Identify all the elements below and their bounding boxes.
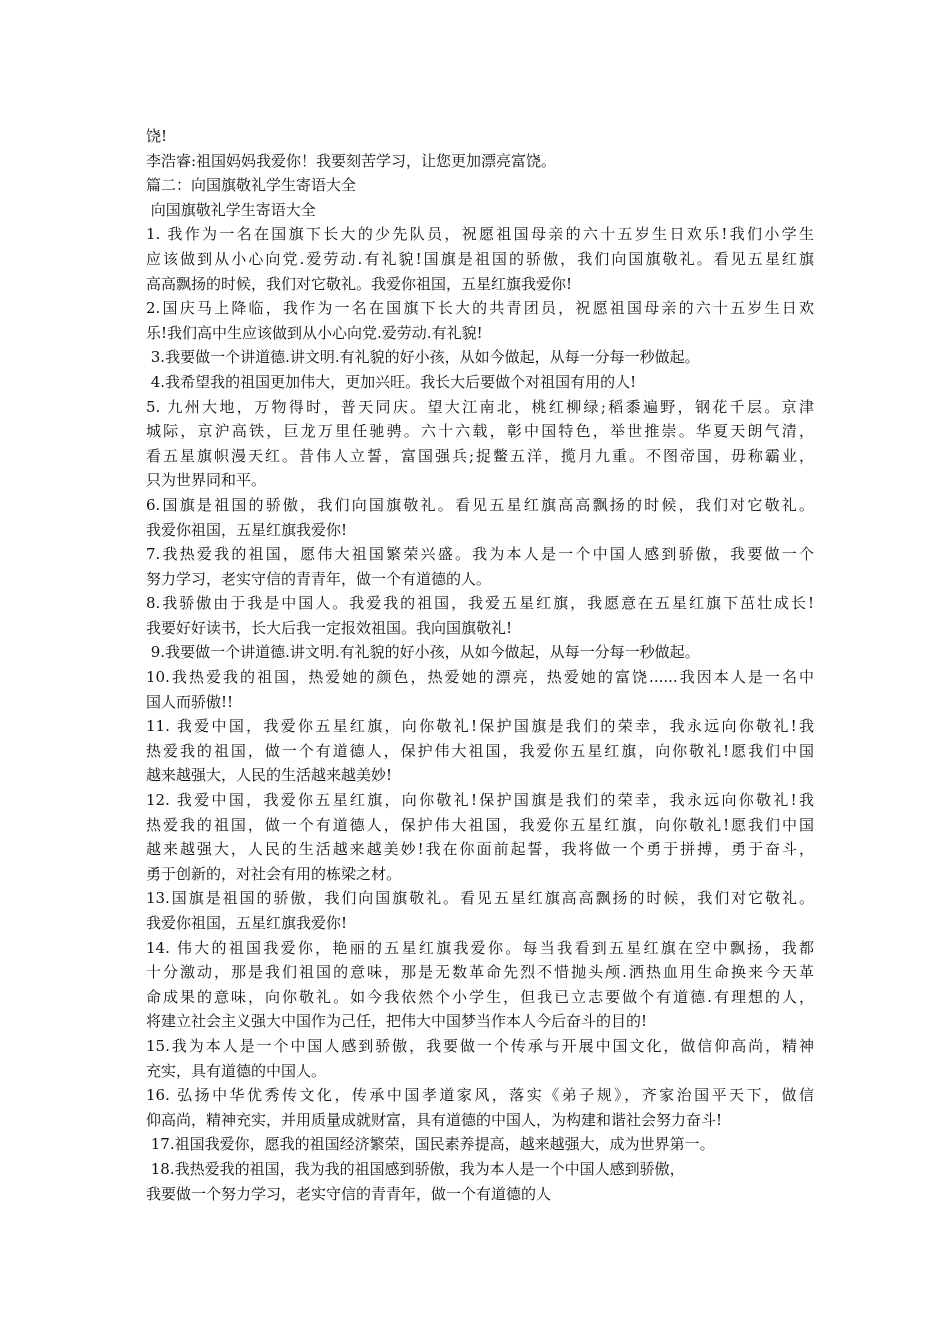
section-heading: 篇二：向国旗敬礼学生寄语大全 — [146, 176, 357, 195]
text-line: 12. 我爱中国，我爱你五星红旗，向你敬礼!保护国旗是我们的荣幸，我永远向你敬礼!我 — [146, 791, 814, 810]
text-line: 2.国庆马上降临，我作为一名在国旗下长大的共青团员，祝愿祖国母亲的六十五岁生日欢 — [146, 299, 814, 318]
text-line: 17.祖国我爱你，愿我的祖国经济繁荣，国民素养提高，越来越强大，成为世界第一。 — [146, 1135, 715, 1154]
text-line: 越来越强大，人民的生活越来越美妙!我在你面前起誓，我将做一个勇于拼搏，勇于奋斗， — [146, 840, 814, 859]
text-line: 国人而骄傲!! — [146, 692, 234, 711]
text-line: 1. 我作为一名在国旗下长大的少先队员，祝愿祖国母亲的六十五岁生日欢乐!我们小学生 — [146, 225, 814, 244]
text-line: 9.我要做一个讲道德.讲文明.有礼貌的好小孩，从如今做起，从每一分每一秒做起。 — [146, 643, 700, 662]
text-line: 8.我骄傲由于我是中国人。我爱我的祖国，我爱五星红旗，我愿意在五星红旗下茁壮成长! — [146, 594, 814, 613]
text-line: 应该做到从小心向党.爱劳动.有礼貌!国旗是祖国的骄傲，我们向国旗敬礼。看见五星红旗 — [146, 249, 814, 268]
text-line: 我爱你祖国，五星红旗我爱你! — [146, 914, 348, 932]
text-line: 充实，具有道德的中国人。 — [146, 1061, 327, 1080]
text-line: 我爱你祖国，五星红旗我爱你! — [146, 520, 348, 539]
text-line: 十分激动，那是我们祖国的意味，那是无数革命先烈不惜抛头颅.洒热血用生命换来今天革 — [146, 963, 814, 982]
text-line: 6.国旗是祖国的骄傲，我们向国旗敬礼。看见五星红旗高高飘扬的时候，我们对它敬礼。 — [146, 495, 814, 514]
text-line: 3.我要做一个讲道德.讲文明.有礼貌的好小孩，从如今做起，从每一分每一秒做起。 — [146, 348, 700, 367]
text-line: 4.我希望我的祖国更加伟大，更加兴旺。我长大后要做个对祖国有用的人! — [146, 372, 637, 391]
text-line: 李浩睿:祖国妈妈我爱你！我要刻苦学习，让您更加漂亮富饶。 — [146, 151, 557, 170]
text-line: 高高飘扬的时候，我们对它敬礼。我爱你祖国，五星红旗我爱你! — [146, 274, 573, 293]
text-line: 看五星旗帜漫天红。昔伟人立誓，富国强兵;捉鳖五洋，揽月九重。不图帝国，毋称霸业， — [146, 446, 814, 465]
text-line: 仰高尚，精神充实，并用质量成就财富，具有道德的中国人，为构建和谐社会努力奋斗! — [146, 1110, 723, 1129]
text-line: 命成果的意味，向你敬礼。如今我依然个小学生，但我已立志要做个有道德.有理想的人， — [146, 987, 814, 1006]
text-line: 乐!我们高中生应该做到从小心向党.爱劳动.有礼貌! — [146, 323, 483, 342]
text-line: 越来越强大，人民的生活越来越美妙! — [146, 766, 393, 785]
text-line: 饶! — [146, 127, 168, 145]
text-line: 热爱我的祖国，做一个有道德人，保护伟大祖国，我爱你五星红旗，向你敬礼!愿我们中国 — [146, 815, 814, 834]
text-line: 7.我热爱我的祖国，愿伟大祖国繁荣兴盛。我为本人是一个中国人感到骄傲，我要做一个 — [146, 545, 814, 564]
text-line: 只为世界同和平。 — [146, 471, 267, 490]
section-title: 向国旗敬礼学生寄语大全 — [146, 200, 316, 219]
text-line: 14. 伟大的祖国我爱你，艳丽的五星红旗我爱你。每当我看到五星红旗在空中飘扬，我都 — [146, 938, 814, 957]
text-line: 我要好好读书，长大后我一定报效祖国。我向国旗敬礼! — [146, 618, 513, 637]
text-line: 10.我热爱我的祖国，热爱她的颜色，热爱她的漂亮，热爱她的富饶......我因本人是一名中 — [146, 668, 814, 687]
text-line: 11. 我爱中国，我爱你五星红旗，向你敬礼!保护国旗是我们的荣幸，我永远向你敬礼!我 — [146, 717, 814, 736]
text-line: 16. 弘扬中华优秀传文化，传承中国孝道家风，落实《弟子规》，齐家治国平天下，做信 — [146, 1086, 814, 1105]
text-line: 将建立社会主义强大中国作为己任，把伟大中国梦当作本人今后奋斗的目的! — [146, 1012, 648, 1031]
text-line: 18.我热爱我的祖国，我为我的祖国感到骄傲，我为本人是一个中国人感到骄傲， — [146, 1159, 685, 1178]
text-line: 我要做一个努力学习，老实守信的青青年，做一个有道德的人 — [146, 1184, 552, 1203]
text-line: 城际，京沪高铁，巨龙万里任驰骋。六十六载，彰中国特色，举世推崇。华夏天朗气清， — [146, 422, 814, 441]
text-line: 5. 九州大地，万物得时，普天同庆。望大江南北，桃红柳绿;稻黍遍野，钢花千层。京津 — [146, 397, 814, 416]
text-line: 努力学习，老实守信的青青年，做一个有道德的人。 — [146, 569, 492, 588]
text-line: 热爱我的祖国，做一个有道德人，保护伟大祖国，我爱你五星红旗，向你敬礼!愿我们中国 — [146, 741, 814, 760]
text-line: 勇于创新的，对社会有用的栋梁之材。 — [146, 864, 402, 883]
text-line: 13.国旗是祖国的骄傲，我们向国旗敬礼。看见五星红旗高高飘扬的时候，我们对它敬礼。 — [146, 889, 814, 908]
text-line: 15.我为本人是一个中国人感到骄傲，我要做一个传承与开展中国文化，做信仰高尚，精神 — [146, 1036, 814, 1055]
document-page — [146, 124, 814, 1206]
